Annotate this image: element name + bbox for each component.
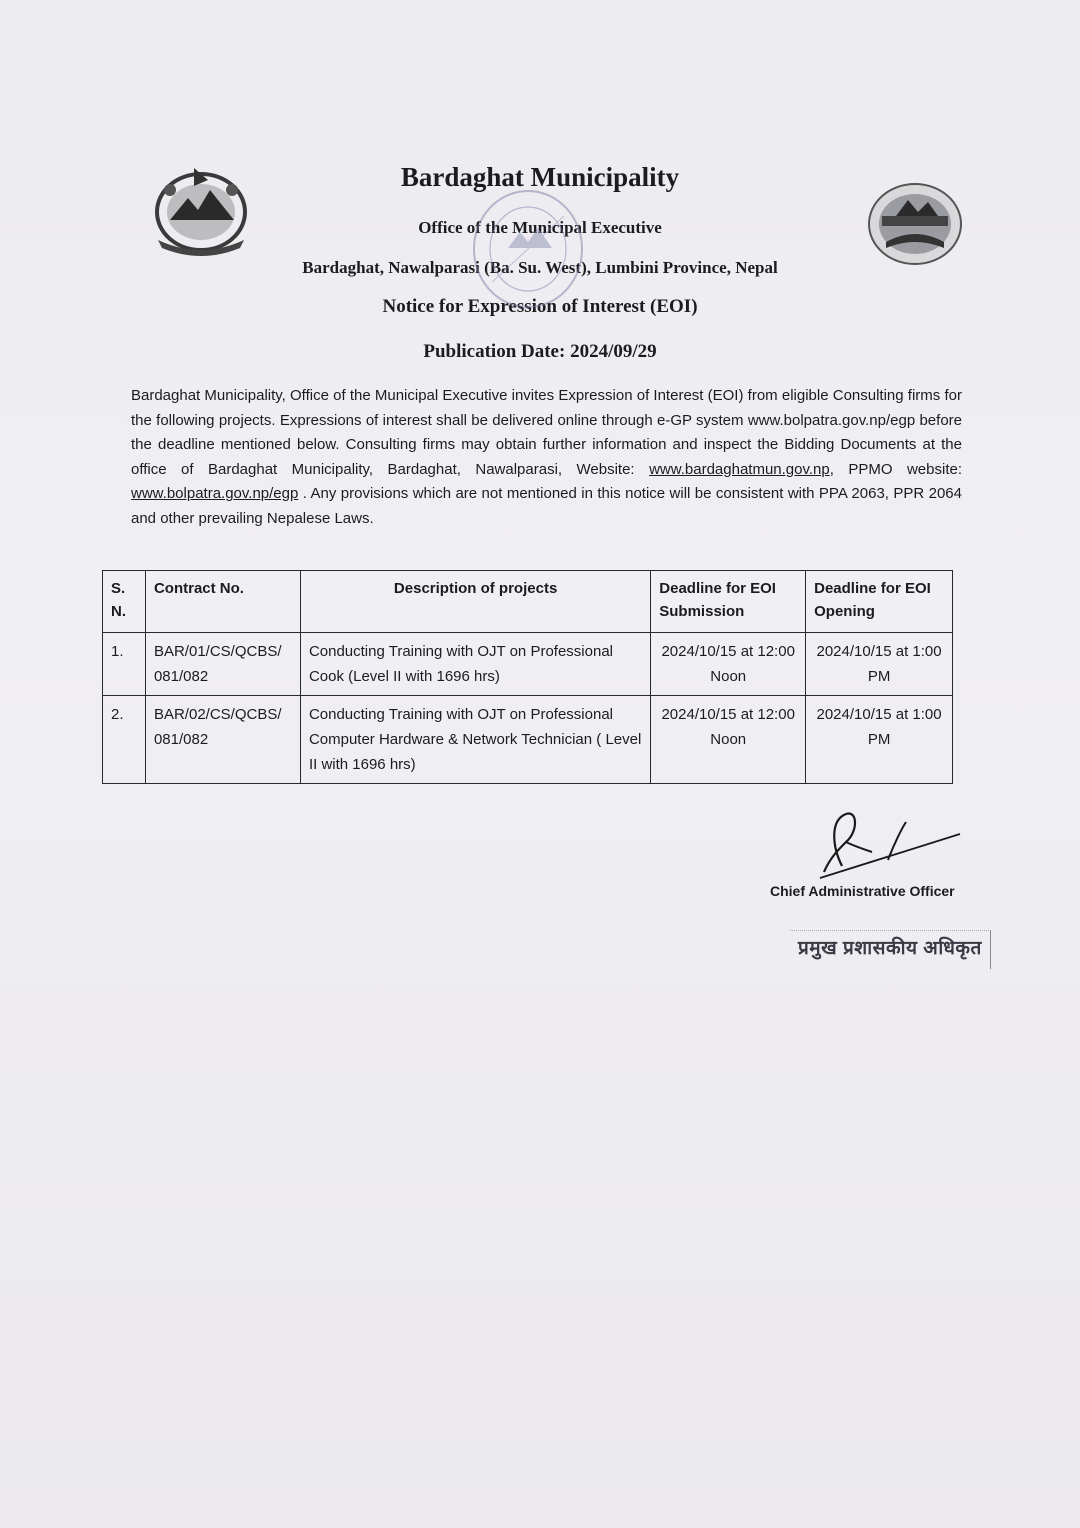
cell-submission-deadline: 2024/10/15 at 12:00 Noon xyxy=(651,696,806,784)
cell-description: Conducting Training with OJT on Professional Cook (Level II with 1696 hrs) xyxy=(300,633,650,696)
office-subtitle: Office of the Municipal Executive xyxy=(418,218,662,237)
notice-body-text-2: , PPMO website: xyxy=(829,460,963,478)
municipality-website-link[interactable]: www.bardaghatmun.gov.np xyxy=(649,460,830,478)
cell-sn: 2. xyxy=(103,696,146,784)
table-row xyxy=(103,696,953,784)
header-submission-deadline: Deadline for EOI Submission xyxy=(651,571,806,633)
cell-sn: 1. xyxy=(103,633,146,696)
cell-contract-no: BAR/01/CS/QCBS/ 081/082 xyxy=(145,633,300,696)
cell-contract-no: BAR/02/CS/QCBS/ 081/082 xyxy=(145,696,300,784)
signature-icon xyxy=(810,806,970,880)
signatory-title: Chief Administrative Officer xyxy=(770,883,955,899)
cell-description: Conducting Training with OJT on Professional Computer Hardware & Network Technician ( Level II with 1696 hrs) xyxy=(300,696,650,784)
cell-opening-deadline: 2024/10/15 at 1:00 PM xyxy=(806,633,953,696)
office-address: Bardaghat, Nawalparasi (Ba. Su. West), Lumbini Province, Nepal xyxy=(302,258,778,277)
table-row xyxy=(103,633,953,696)
municipality-title: Bardaghat Municipality xyxy=(400,162,680,192)
header-opening-deadline: Deadline for EOI Opening xyxy=(806,571,953,633)
notice-body xyxy=(131,384,962,531)
designation-stamp-nepali: प्रमुख प्रशासकीय अधिकृत xyxy=(798,938,982,959)
official-stamp-icon xyxy=(468,186,588,312)
header-description: Description of projects xyxy=(300,571,650,633)
table-header-row xyxy=(103,571,953,633)
header-contract-no: Contract No. xyxy=(145,571,300,633)
ppmo-website-link[interactable]: www.bolpatra.gov.np/egp xyxy=(131,485,299,502)
notice-body-text: Bardaghat Municipality, Office of the Municipal Executive invites Expression of Interest (EOI) from eligible Consulting firms for the following projects. Expressions of interest shall be delivered online through e-GP system www.bolpatra.gov.np/egp before the deadline mentioned below. Consulting firms may obtain further information and inspect the Bidding Documents at the office of Bardaghat Municipality, Bardaghat, Nawalparasi, Website: xyxy=(131,387,962,478)
header-sn: S. N. xyxy=(103,571,146,633)
cell-submission-deadline: 2024/10/15 at 12:00 Noon xyxy=(651,633,806,696)
notice-title: Notice for Expression of Interest (EOI) xyxy=(382,296,698,317)
notice-body-text-3: . Any provisions which are not mentioned in this notice will be consistent with PPA 2063, PPR 2064 and other prevailing Nepalese Laws. xyxy=(131,485,962,527)
eoi-table xyxy=(102,570,953,784)
cell-opening-deadline: 2024/10/15 at 1:00 PM xyxy=(806,696,953,784)
publication-date: Publication Date: 2024/09/29 xyxy=(423,341,657,362)
